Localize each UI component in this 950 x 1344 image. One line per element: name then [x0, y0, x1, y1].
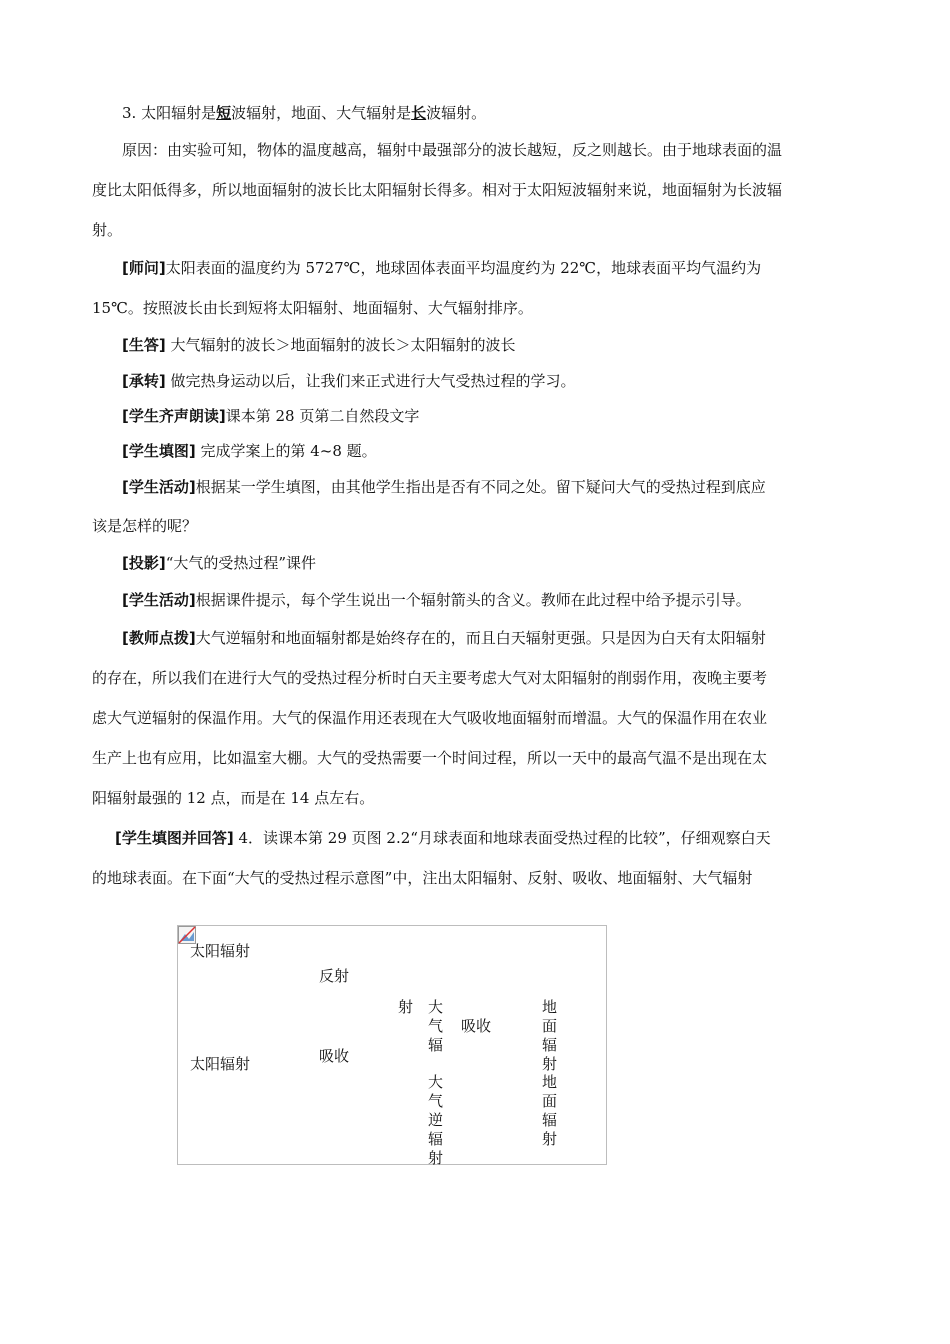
label-reflection: 反射 [319, 967, 350, 985]
label-absorption-right: 吸收 [461, 1017, 492, 1035]
teacher-tip-line-3: 虑大气逆辐射的保温作用。大气的保温作用还表现在大气吸收地面辐射而增温。大气的保温作用在农业 [92, 709, 768, 727]
reading-aloud-tag: [学生齐声朗读] [122, 407, 226, 425]
projection [122, 553, 862, 573]
student-activity-1-tag: [学生活动] [122, 478, 196, 496]
label-absorption-left: 吸收 [319, 1047, 350, 1065]
teacher-tip-line-2: 的存在，所以我们在进行大气的受热过程分析时白天主要考虑大气对太阳辐射的削弱作用，夜晚主要考 [92, 669, 768, 687]
shortwave-suffix: 波辐射。 [426, 104, 487, 122]
projection-tag: [投影] [122, 554, 166, 572]
reading-aloud [122, 406, 862, 426]
student-activity-1-line-2: 该是怎样的呢？ [92, 517, 198, 535]
transition-text: 做完热身运动以后，让我们来正式进行大气受热过程的学习。 [165, 372, 576, 390]
longwave-underlined: 长 [411, 104, 427, 122]
fill-diagram [122, 441, 862, 461]
label-ground-radiation-bottom: 地面辐射 [542, 1073, 558, 1148]
label-she: 射 [398, 998, 414, 1016]
reason-line-3: 射。 [92, 221, 123, 239]
student-activity-2 [122, 590, 862, 610]
teacher-question-tag: [师问] [122, 259, 166, 277]
student-answer-tag: [生答] [122, 336, 166, 354]
label-solar-radiation-top: 太阳辐射 [190, 942, 251, 960]
reason-line-1: 原因：由实验可知，物体的温度越高，辐射中最强部分的波长越短，反之则越长。由于地球表面的温 [122, 141, 783, 159]
teacher-question-line-2: 15℃。按照波长由长到短将太阳辐射、地面辐射、大气辐射排序。 [92, 299, 533, 317]
teacher-tip-line-4: 生产上也有应用，比如温室大棚。大气的受热需要一个时间过程，所以一天中的最高气温不是出现在太 [92, 749, 768, 767]
teacher-tip-tag: [教师点拨] [122, 629, 196, 647]
question-4 [115, 828, 862, 848]
shortwave-mid: 波辐射，地面、大气辐射是 [231, 104, 412, 122]
teacher-tip-text: 大气逆辐射和地面辐射都是始终存在的，而且白天辐射更强。只是因为白天有太阳辐射 [195, 629, 766, 647]
student-activity-2-tag: [学生活动] [122, 591, 196, 609]
reading-aloud-text: 课本第 28 页第二自然段文字 [225, 407, 420, 425]
question-4-line-2: 的地球表面。在下面“大气的受热过程示意图”中，注出太阳辐射、反射、吸收、地面辐射、大气辐射 [92, 869, 753, 887]
student-answer-text: 大气辐射的波长＞地面辐射的波长＞太阳辐射的波长 [165, 336, 516, 354]
label-solar-radiation-bottom: 太阳辐射 [190, 1055, 251, 1073]
student-activity-1 [122, 477, 862, 497]
projection-text: “大气的受热过程”课件 [165, 554, 317, 572]
student-activity-2-text: 根据课件提示，每个学生说出一个辐射箭头的含义。教师在此过程中给予提示引导。 [195, 591, 751, 609]
label-atmospheric-radiation: 大气辐 [428, 998, 444, 1054]
transition-tag: [承转] [122, 372, 166, 390]
label-counter-radiation: 大气逆辐射 [428, 1073, 444, 1167]
question-4-text: 4．读课本第 29 页图 2.2“月球表面和地球表面受热过程的比较”，仔细观察白天 [233, 829, 771, 847]
student-activity-1-text: 根据某一学生填图，由其他学生指出是否有不同之处。留下疑问大气的受热过程到底应 [195, 478, 766, 496]
fill-diagram-text: 完成学案上的第 4~8 题。 [195, 442, 377, 460]
label-ground-radiation-top: 地面辐射 [542, 998, 558, 1073]
shortwave-underlined: 短 [216, 104, 232, 122]
fill-diagram-tag: [学生填图] [122, 442, 196, 460]
transition [122, 371, 862, 391]
student-answer [122, 335, 862, 355]
paragraph-shortwave [122, 103, 862, 123]
atmosphere-heating-diagram [177, 925, 607, 1165]
teacher-tip-line-5: 阳辐射最强的 12 点，而是在 14 点左右。 [92, 789, 375, 807]
shortwave-prefix: 3. 太阳辐射是 [122, 104, 217, 122]
question-4-tag: [学生填图并回答] [115, 829, 234, 847]
teacher-tip [122, 628, 862, 648]
teacher-question-text: 太阳表面的温度约为 5727℃，地球固体表面平均温度约为 22℃，地球表面平均气温约为 [165, 259, 762, 277]
reason-line-2: 度比太阳低得多，所以地面辐射的波长比太阳辐射长得多。相对于太阳短波辐射来说，地面辐射为长波辐 [92, 181, 783, 199]
teacher-question [122, 258, 862, 278]
